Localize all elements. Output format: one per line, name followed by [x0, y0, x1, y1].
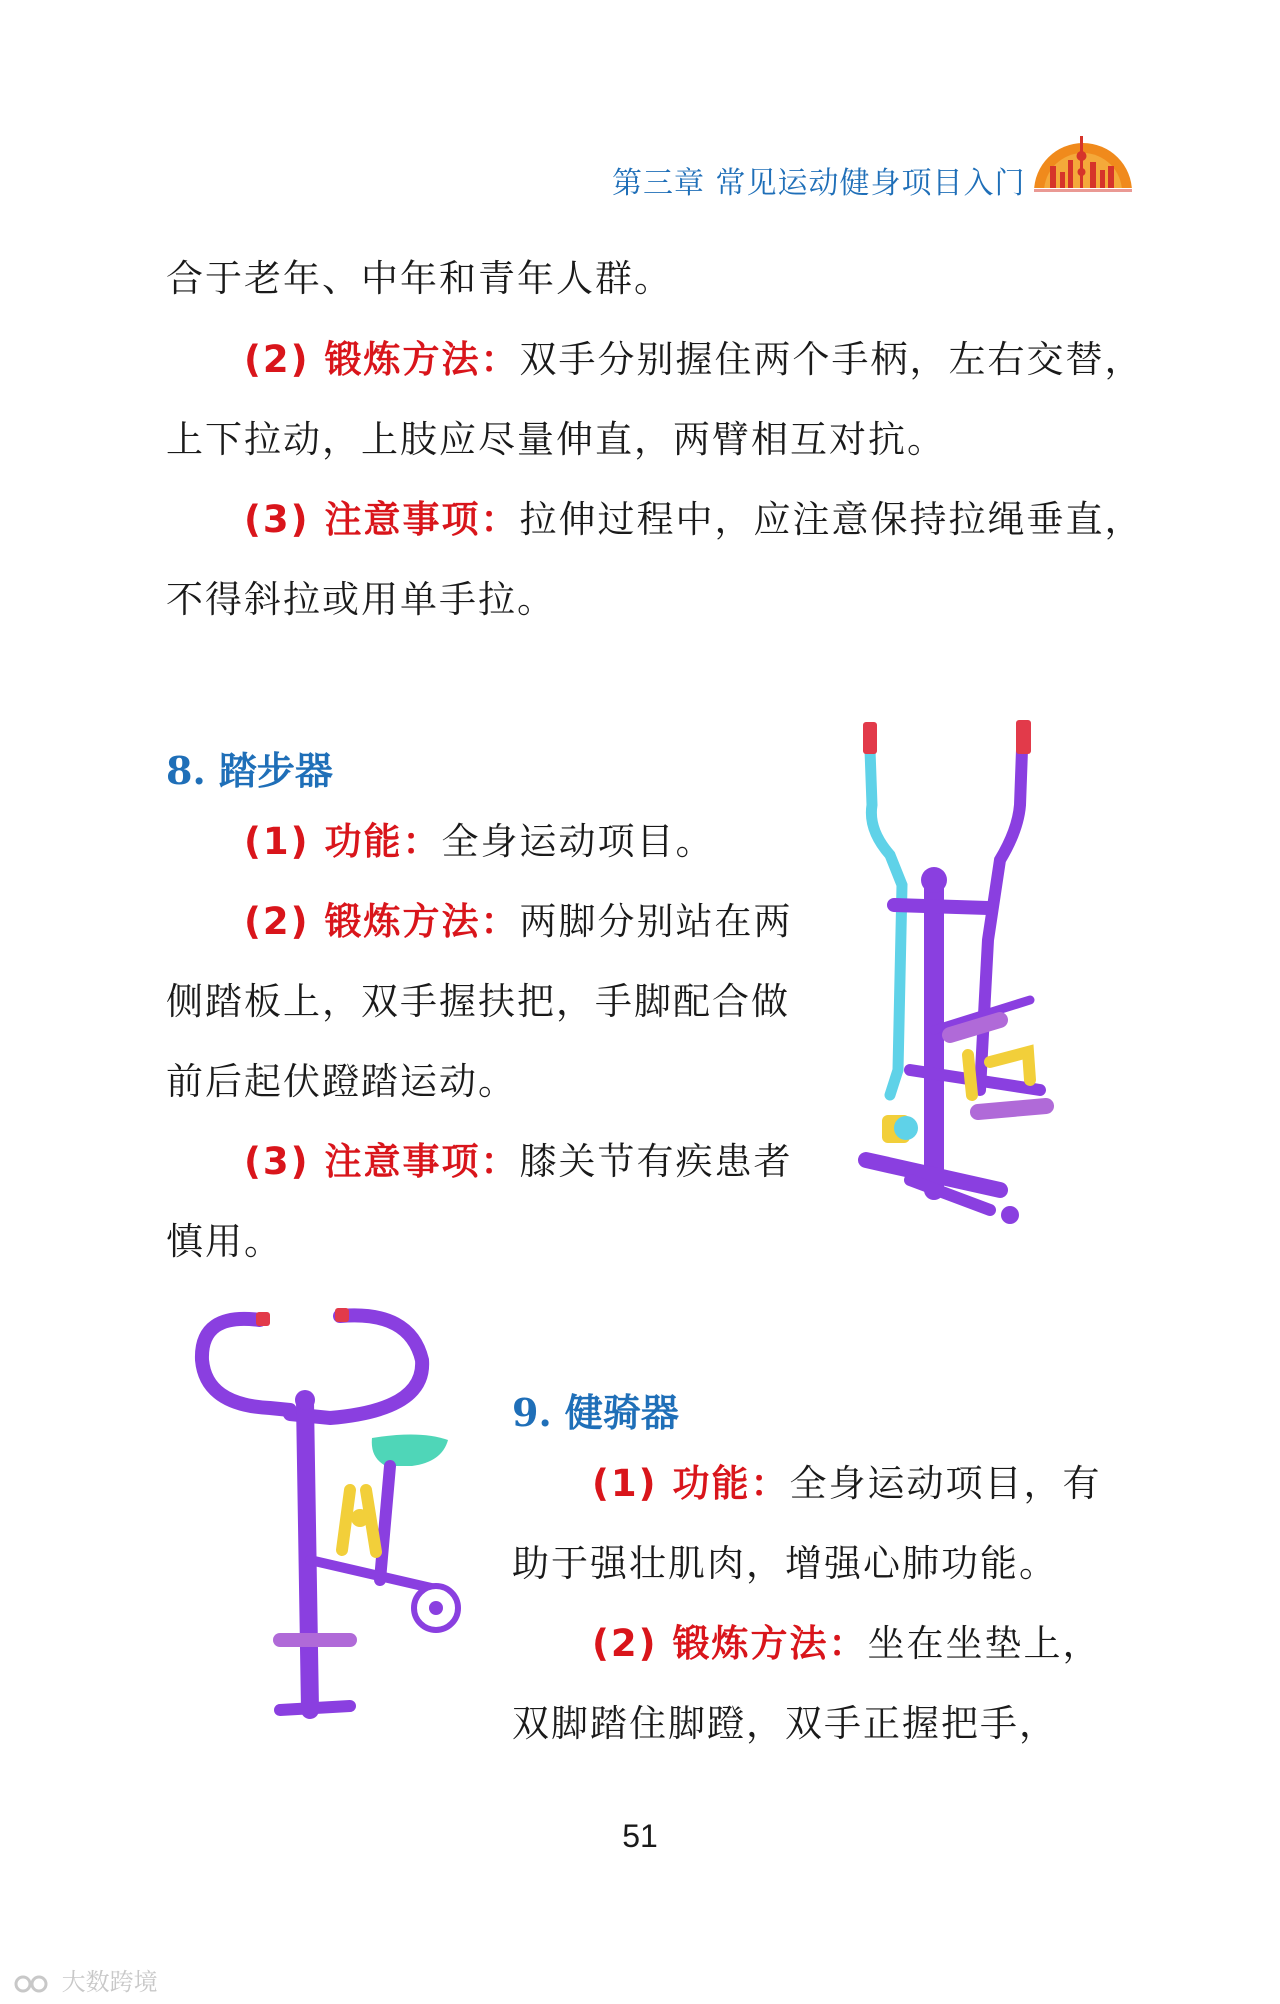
stepper-machine-illustration — [850, 710, 1100, 1230]
s8-method-line1 — [244, 900, 792, 944]
s8-method-label: (2) 锻炼方法： — [244, 900, 520, 943]
watermark-label: 大数跨境 — [61, 1968, 158, 1996]
s7-caution-label: (3) 注意事项： — [244, 498, 520, 541]
s8-heading: 8. 踏步器 — [166, 748, 333, 793]
s9-method-line1 — [592, 1622, 1101, 1666]
sunset-city-skyline-logo-icon — [1030, 126, 1136, 196]
s8-caution-text1: 膝关节有疾患者 — [519, 1140, 793, 1183]
s9-method-label: (2) 锻炼方法： — [592, 1622, 868, 1665]
watermark-logo-icon — [14, 1971, 54, 1995]
s8-caution-line1 — [244, 1140, 792, 1184]
s8-function-label: (1) 功能： — [244, 820, 442, 863]
watermark-text — [14, 1962, 158, 1997]
s9-function-line2: 助于强壮肌肉，增强心肺功能。 — [512, 1542, 1058, 1585]
chapter-title: 第三章 常见运动健身项目入门 — [612, 166, 1026, 201]
s7-caution-line1 — [244, 498, 1143, 542]
s9-heading: 9. 健骑器 — [512, 1390, 679, 1435]
s8-method-line3: 前后起伏蹬踏运动。 — [166, 1060, 517, 1103]
s9-function-text1: 全身运动项目，有 — [789, 1462, 1102, 1505]
rider-machine-illustration — [180, 1290, 480, 1730]
s8-method-text1: 两脚分别站在两 — [519, 900, 793, 943]
s7-caution-line2: 不得斜拉或用单手拉。 — [166, 578, 556, 621]
s7-method-text1: 双手分别握住两个手柄，左右交替， — [519, 338, 1144, 381]
s9-method-text1: 坐在坐垫上， — [867, 1622, 1102, 1665]
s8-caution-line2: 慎用。 — [166, 1220, 283, 1263]
page-number: 51 — [622, 1818, 658, 1854]
s8-function-text: 全身运动项目。 — [441, 820, 715, 863]
intro-tail-text: 合于老年、中年和青年人群。 — [166, 257, 673, 300]
s9-method-line2: 双脚踏住脚蹬，双手正握把手， — [512, 1702, 1058, 1745]
s8-method-line2: 侧踏板上，双手握扶把，手脚配合做 — [166, 980, 790, 1023]
s7-method-line1 — [244, 338, 1143, 382]
s7-method-line2: 上下拉动，上肢应尽量伸直，两臂相互对抗。 — [166, 418, 946, 461]
s7-caution-text1: 拉伸过程中，应注意保持拉绳垂直， — [519, 498, 1144, 541]
s8-caution-label: (3) 注意事项： — [244, 1140, 520, 1183]
s9-function-label: (1) 功能： — [592, 1462, 790, 1505]
s9-function-line1 — [592, 1462, 1101, 1506]
s8-function-line — [244, 820, 714, 864]
s7-method-label: (2) 锻炼方法： — [244, 338, 520, 381]
